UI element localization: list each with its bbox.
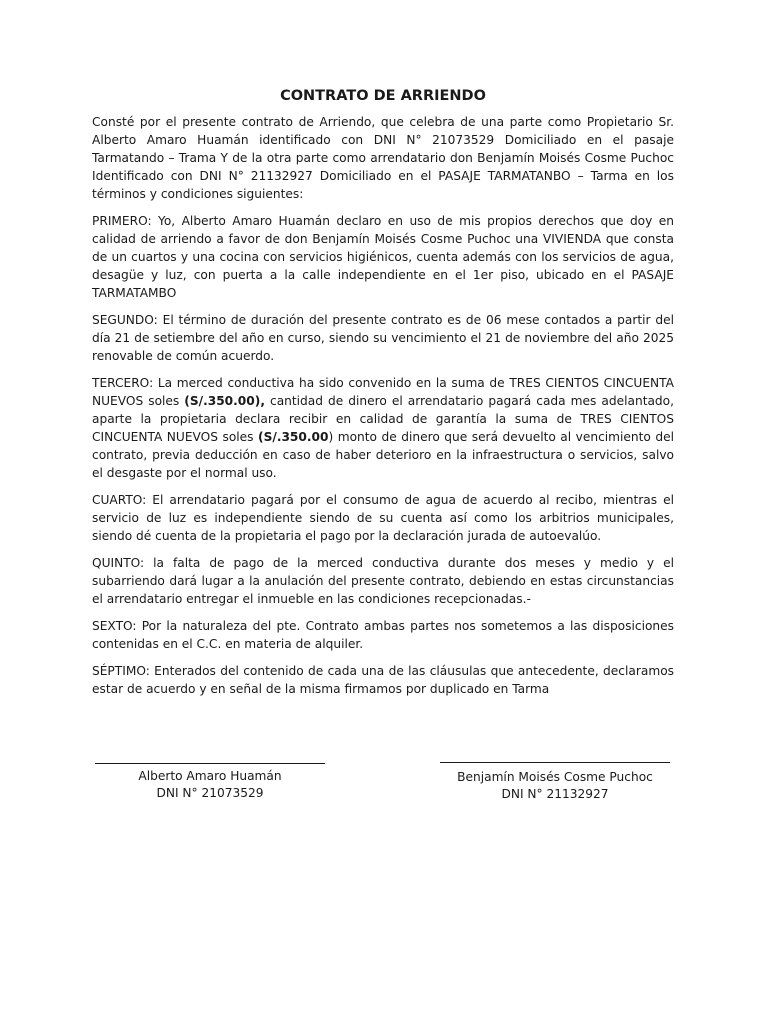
clause-quinto: QUINTO: la falta de pago de la merced conductiva durante dos meses y medio y el subarriendo dará lugar a la anulación del presente contrato, debiendo en estas circunstancias el arrendatario entregar el inmueble en las condiciones recepcionadas.- (92, 556, 674, 606)
signature-name: Benjamín Moisés Cosme Puchoc (457, 770, 653, 784)
signature-name: Alberto Amaro Huamán (138, 769, 282, 783)
clause-tercero (92, 374, 674, 482)
clause-tercero-text-3: ) monto de dinero que será devuelto al vencimiento del contrato, previa deducción en caso de haber deterioro en la infraestructura o servicios, salvo el desgaste por el normal uso. (92, 430, 675, 480)
intro-paragraph: Consté por el presente contrato de Arriendo, que celebra de una parte como Propietario Sr. Alberto Amaro Huamán identificado con DNI N° 21073529 Domiciliado en el pasaje Tarmatando – Trama Y de la otra parte como arrendatario don Benjamín Moisés Cosme Puchoc Identificado con DNI N° 21132927 Domiciliado en el PASAJE TARMATANBO – Tarma en los términos y condiciones siguientes: (92, 115, 674, 201)
document-title: CONTRATO DE ARRIENDO (280, 88, 486, 104)
clause-cuarto: CUARTO: El arrendatario pagará por el consumo de agua de acuerdo al recibo, mientras el servicio de luz es independiente siendo de su cuenta así como los arbitrios municipales, siendo dé cuenta de la propietaria el pago por la declaración jurada de autoevalúo. (92, 493, 674, 543)
signature-block-owner (95, 763, 325, 802)
clause-tercero-amount-2: (S/.350.00 (258, 430, 329, 444)
signature-dni: DNI N° 21073529 (156, 786, 264, 800)
clause-primero: PRIMERO: Yo, Alberto Amaro Huamán declaro en uso de mis propios derechos que doy en calidad de arriendo a favor de don Benjamín Moisés Cosme Puchoc una VIVIENDA que consta de un cuartos y una cocina con servicios higiénicos, cuenta además con los servicios de agua, desagüe y luz, con puerta a la calle independiente en el 1er piso, ubicado en el PASAJE TARMATAMBO (92, 214, 674, 300)
contract-document (92, 88, 674, 707)
clause-sexto: SEXTO: Por la naturaleza del pte. Contrato ambas partes nos sometemos a las disposiciones contenidas en el C.C. en materia de alquiler. (92, 619, 674, 651)
clause-tercero-text-1: TERCERO: La merced conductiva ha sido convenido en la suma de TRES CIENTOS CINCUENTA NUEVOS soles (92, 376, 674, 408)
signature-block-tenant (440, 762, 670, 803)
signature-line (95, 763, 325, 764)
clause-septimo: SÉPTIMO: Enterados del contenido de cada una de las cláusulas que antecedente, declaramos estar de acuerdo y en señal de la misma firmamos por duplicado en Tarma (92, 664, 674, 696)
signature-line (440, 762, 670, 763)
clause-tercero-text-2: cantidad de dinero el arrendatario pagará cada mes adelantado, aparte la propietaria declara recibir en calidad de garantía la suma de TRES CIENTOS CINCUENTA NUEVOS soles (92, 394, 675, 444)
clause-segundo: SEGUNDO: El término de duración del presente contrato es de 06 mese contados a partir del día 21 de setiembre del año en curso, siendo su vencimiento el 21 de noviembre del año 2025 renovable de común acuerdo. (92, 313, 674, 363)
signature-dni: DNI N° 21132927 (501, 787, 609, 801)
clause-tercero-amount-1: (S/.350.00), (184, 394, 265, 408)
